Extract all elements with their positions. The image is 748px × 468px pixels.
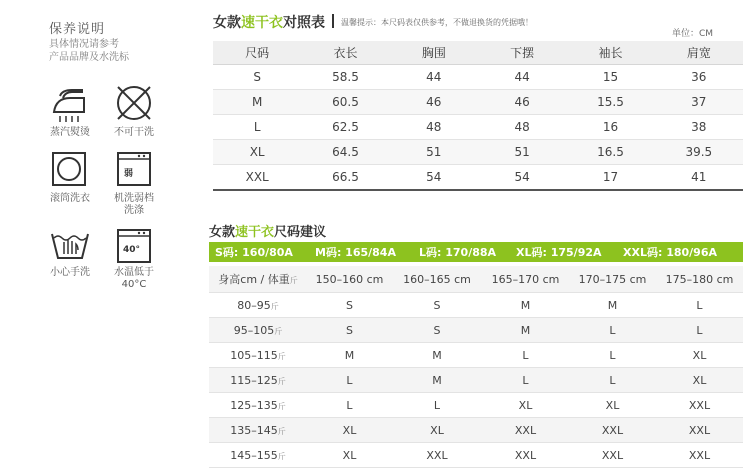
recommended-size: XL [656,343,743,368]
title-divider [332,14,334,28]
table-cell: 44 [478,65,566,90]
recommended-size: M [392,343,482,368]
weight-range: 125–135斤 [209,393,307,418]
height-weight-header: 身高cm / 体重斤 [209,266,307,293]
column-header: 衣长 [301,41,389,65]
table-cell: S [213,65,301,90]
height-range: 160–165 cm [392,266,482,293]
table-cell: 48 [390,115,478,140]
banner-size-xl: XL码: 175/92A [516,246,602,259]
weight-range: 135–145斤 [209,418,307,443]
recommended-size: S [307,293,392,318]
weight-range: 115–125斤 [209,368,307,393]
no-dry-clean-icon [112,82,156,124]
recommended-size: XL [656,368,743,393]
tumble-wash-icon [48,150,92,190]
care-item-steam-iron [40,82,100,139]
recommended-size: L [392,393,482,418]
table-cell: 60.5 [301,90,389,115]
table-cell: XXL [213,165,301,191]
recommended-size: M [482,293,569,318]
table-cell: 39.5 [655,140,743,165]
svg-text:40°: 40° [123,245,141,255]
care-label-tumble-wash: 滚筒洗衣 [50,193,90,204]
recommended-size: L [482,368,569,393]
size-code-banner [209,242,743,262]
table-row [209,443,743,468]
care-item-no-dry-clean [104,82,164,139]
recommended-size: XL [392,418,482,443]
column-header: 袖长 [566,41,654,65]
table-cell: 17 [566,165,654,191]
recommended-size: XXL [482,443,569,468]
table-cell: L [213,115,301,140]
recommend-table-title: 女款速干衣尺码建议 [209,225,327,240]
column-header: 肩宽 [655,41,743,65]
table-row [209,368,743,393]
recommended-size: XL [569,393,656,418]
care-title: 保养说明 [49,22,106,37]
care-label-hand-wash: 小心手洗 [50,267,90,278]
recommended-size: XL [307,443,392,468]
table-cell: 36 [655,65,743,90]
recommended-size: S [307,318,392,343]
recommended-size: M [569,293,656,318]
recommend-header-row [209,266,743,293]
column-header: 胸围 [390,41,478,65]
size-table-unit: 单位：CM [672,29,714,39]
recommended-size: L [656,318,743,343]
size-table [213,41,743,191]
table-row [209,293,743,318]
table-row [213,115,743,140]
recommended-size: XXL [656,393,743,418]
banner-size-m: M码: 165/84A [315,246,396,259]
table-cell: 16 [566,115,654,140]
table-cell: 51 [390,140,478,165]
table-cell: 37 [655,90,743,115]
table-cell: 15.5 [566,90,654,115]
recommended-size: XXL [656,418,743,443]
table-cell: 62.5 [301,115,389,140]
care-item-hand-wash [40,228,100,279]
recommended-size: L [307,393,392,418]
care-label-machine-wash-1: 机洗弱档 [114,193,154,204]
care-subtitle-2: 产品品牌及水洗标 [49,52,129,63]
recommended-size: XXL [569,443,656,468]
svg-text:弱: 弱 [124,169,134,179]
recommended-size: XXL [569,418,656,443]
column-header: 下摆 [478,41,566,65]
table-cell: 15 [566,65,654,90]
machine-wash-gentle-icon [112,150,156,190]
table-row [209,318,743,343]
care-instructions [0,0,200,466]
table-row [209,393,743,418]
recommended-size: L [569,343,656,368]
table-row [213,90,743,115]
care-label-machine-wash-2: 洗涤 [124,205,144,216]
recommended-size: XXL [656,443,743,468]
table-row [209,343,743,368]
banner-size-l: L码: 170/88A [419,246,497,259]
height-range: 170–175 cm [569,266,656,293]
table-cell: 46 [390,90,478,115]
recommend-table [209,266,743,468]
steam-iron-icon [48,82,92,124]
care-label-water-temp-2: 40°C [121,279,147,290]
recommended-size: XXL [392,443,482,468]
hand-wash-icon [48,228,92,264]
care-subtitle-1: 具体情况请参考 [49,39,119,50]
table-row [213,65,743,90]
recommended-size: S [392,318,482,343]
table-cell: XL [213,140,301,165]
table-cell: 54 [478,165,566,191]
recommended-size: XL [307,418,392,443]
table-cell: 41 [655,165,743,191]
care-item-machine-wash [104,150,164,217]
recommended-size: M [307,343,392,368]
table-row [213,165,743,191]
table-cell: 48 [478,115,566,140]
recommended-size: M [392,368,482,393]
height-range: 175–180 cm [656,266,743,293]
size-table-header [213,41,743,65]
recommended-size: L [656,293,743,318]
table-cell: 46 [478,90,566,115]
care-label-steam-iron: 蒸汽熨烫 [50,127,90,138]
table-cell: M [213,90,301,115]
recommended-size: L [569,368,656,393]
recommended-size: L [307,368,392,393]
recommended-size: XXL [482,418,569,443]
care-label-no-dry-clean: 不可干洗 [114,127,154,138]
table-cell: 44 [390,65,478,90]
recommended-size: L [482,343,569,368]
height-range: 150–160 cm [307,266,392,293]
recommended-size: M [482,318,569,343]
table-cell: 51 [478,140,566,165]
banner-size-s: S码: 160/80A [215,246,293,259]
size-table-note: 温馨提示：本尺码表仅供参考，不做退换货的凭据哦！ [341,18,533,27]
banner-size-xxl: XXL码: 180/96A [623,246,717,259]
size-table-title: 女款速干衣对照表 [213,15,325,31]
recommended-size: S [392,293,482,318]
weight-range: 95–105斤 [209,318,307,343]
height-range: 165–170 cm [482,266,569,293]
recommended-size: L [569,318,656,343]
table-row [213,140,743,165]
table-cell: 16.5 [566,140,654,165]
table-cell: 38 [655,115,743,140]
care-label-water-temp-1: 水温低于 [114,267,154,278]
weight-range: 105–115斤 [209,343,307,368]
weight-range: 80–95斤 [209,293,307,318]
table-cell: 58.5 [301,65,389,90]
column-header: 尺码 [213,41,301,65]
recommended-size: XL [482,393,569,418]
table-cell: 66.5 [301,165,389,191]
care-item-tumble-wash [40,150,100,205]
table-row [209,418,743,443]
weight-range: 145–155斤 [209,443,307,468]
care-item-water-temp [104,228,164,291]
water-temp-icon [112,228,156,264]
table-cell: 64.5 [301,140,389,165]
table-cell: 54 [390,165,478,191]
